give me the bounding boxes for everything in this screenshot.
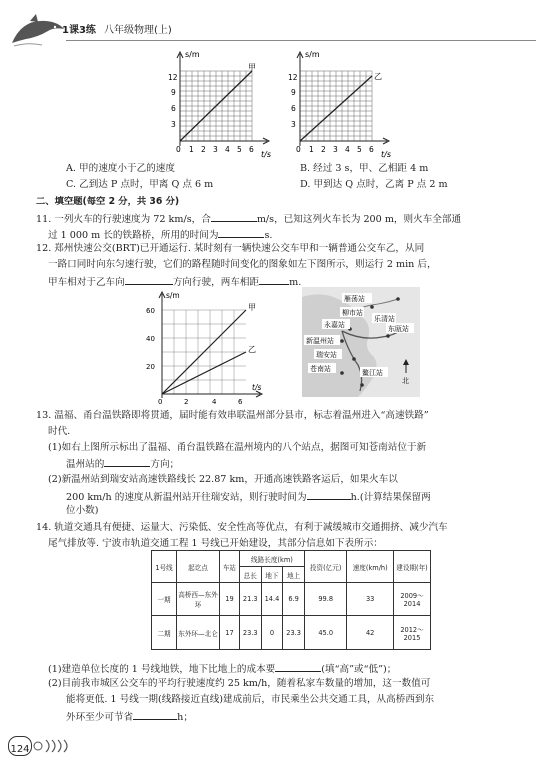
cell-invest: 99.8 <box>304 583 346 616</box>
header-rule <box>66 40 536 41</box>
map-station: 新温州站 <box>306 337 334 345</box>
footer-decoration-icon <box>32 738 82 754</box>
answer-blank[interactable] <box>211 212 257 222</box>
answer-blank[interactable] <box>133 710 177 720</box>
page-number-badge <box>8 736 32 756</box>
header-title: 八年级物理(上) <box>104 25 172 36</box>
graph3-xtick: 6 <box>238 398 243 406</box>
cell-stations: 19 <box>220 583 240 616</box>
cell-above: 23.3 <box>283 616 305 650</box>
graph1-xlabel: t/s <box>261 150 271 159</box>
q12-line1: 12. 郑州快速公交(BRT)已开通运行. 某时刻有一辆快速公交车甲和一辆普通公交车乙，从同 <box>36 243 425 254</box>
q13-p2-line3: 位小数) <box>66 505 99 516</box>
graph1-ytick: 12 <box>168 73 178 82</box>
graph2-xtick: 5 <box>357 145 362 154</box>
cell-route: 高桥西—东外环 <box>177 583 220 616</box>
th-line: 1号线 <box>152 551 177 583</box>
answer-blank[interactable] <box>259 275 289 285</box>
q14-p2-line1: (2)目前我市城区公交车的平均行驶速度约 25 km/h，随着私家车数量的增加，这一数值可 <box>48 678 431 689</box>
graph3-xtick: 0 <box>158 398 163 406</box>
page-number: 124 <box>10 744 30 755</box>
option-b: B. 经过 3 s，甲、乙相距 4 m <box>300 163 429 174</box>
option-d: D. 甲到达 Q 点时，乙离 P 点 2 m <box>300 179 448 190</box>
graph2-ylabel: s/m <box>305 50 320 59</box>
q13-line2: 时代. <box>48 426 71 437</box>
q11-line2 <box>48 228 272 242</box>
q12-text: 方向行驶，两车相距 <box>172 277 260 288</box>
graph3-ytick: 20 <box>146 363 155 371</box>
cell-under: 0 <box>261 616 283 650</box>
station-map <box>302 287 420 397</box>
cell-period: 2009～2014 <box>394 583 431 616</box>
q12-text: m. <box>289 277 302 288</box>
th-start: 起讫点 <box>177 551 220 583</box>
graph1-ylabel: s/m <box>185 50 200 59</box>
q14-text: h； <box>177 712 193 723</box>
q14-text: (填“高”或“低”)； <box>321 664 397 675</box>
map-station: 乐清站 <box>374 315 395 323</box>
th-under: 地下 <box>261 567 283 583</box>
cell-speed: 33 <box>347 583 394 616</box>
graph3-xtick: 2 <box>184 398 189 406</box>
cell-invest: 45.0 <box>304 616 346 650</box>
answer-blank[interactable] <box>307 490 351 500</box>
answer-blank[interactable] <box>275 662 321 672</box>
th-above: 地上 <box>283 567 305 583</box>
cell-under: 14.4 <box>261 583 283 616</box>
map-station: 柳市站 <box>342 309 363 317</box>
map-station: 东瓯站 <box>388 325 409 333</box>
graph2-xtick: 1 <box>309 145 314 154</box>
option-c: C. 乙到达 P 点时，甲离 Q 点 6 m <box>66 179 214 190</box>
graph1-ytick: 9 <box>171 88 176 97</box>
map-station: 雁荡站 <box>344 295 365 303</box>
graph-yi <box>275 44 400 162</box>
graph2-xlabel: t/s <box>381 150 391 159</box>
graph1-xtick: 0 <box>176 145 181 154</box>
cell-speed: 42 <box>347 616 394 650</box>
q13-text: 方向； <box>150 459 180 470</box>
q13-line1: 13. 温福、甬台温铁路即将贯通，届时能有效串联温州部分县市，标志着温州进入“高速铁路” <box>36 410 429 421</box>
section-title: 二、填空题(每空 2 分，共 36 分) <box>36 196 180 207</box>
graph2-xtick: 4 <box>345 145 350 154</box>
q11-text: m/s，已知这列火车长为 200 m，则火车全部通 <box>256 214 462 225</box>
graph1-ytick: 6 <box>171 104 176 113</box>
q14-p1 <box>48 662 396 676</box>
cell-above: 6.9 <box>283 583 305 616</box>
answer-blank[interactable] <box>104 457 150 467</box>
th-stations: 车站 <box>220 551 240 583</box>
graph2-xtick: 6 <box>369 145 374 154</box>
q12-text: 甲车相对于乙车向 <box>48 277 125 288</box>
header-lesson: 1课3练 <box>62 25 96 36</box>
cell-phase: 一期 <box>152 583 177 616</box>
graph2-xtick: 2 <box>321 145 326 154</box>
graph1-xtick: 5 <box>237 145 242 154</box>
option-a: A. 甲的速度小于乙的速度 <box>66 163 175 174</box>
graph1-line-label: 甲 <box>248 63 256 72</box>
graph3-ylabel: s/m <box>166 291 180 300</box>
q13-p2-line1: (2)新温州站到瑞安站高速铁路线长 22.87 km，开通高速铁路客运后，如果火车以 <box>48 474 398 485</box>
q14-line2: 尾气排放等. 宁波市轨道交通工程 1 号线已开始建设，其部分信息如下表所示： <box>48 538 383 549</box>
th-speed: 速度(km/h) <box>347 551 394 583</box>
q13-text: 温州站的 <box>66 459 105 470</box>
graph-bus <box>140 286 270 408</box>
graph1-ytick: 3 <box>171 120 176 129</box>
graph3-label-yi: 乙 <box>248 345 256 354</box>
cell-stations: 17 <box>220 616 240 650</box>
graph3-label-jia: 甲 <box>248 303 256 312</box>
cell-total: 21.3 <box>239 583 261 616</box>
graph1-xtick: 4 <box>225 145 230 154</box>
q14-p2-line3 <box>66 710 193 724</box>
map-station: 永嘉站 <box>324 321 345 329</box>
graph1-xtick: 1 <box>189 145 194 154</box>
q11-line1 <box>36 212 461 226</box>
q14-text: 外环至少可节省 <box>66 712 134 723</box>
q11-text: 过 1 000 m 长的铁路桥，所用的时间为 <box>48 230 219 241</box>
map-station: 瑞安站 <box>316 351 337 359</box>
th-length: 线路长度(km) <box>239 551 304 567</box>
graph2-xtick: 3 <box>333 145 338 154</box>
line-bus-yi <box>162 352 246 394</box>
q13-text: h.(计算结果保留两 <box>350 492 431 503</box>
graph3-xlabel: t/s <box>252 383 262 392</box>
cell-total: 23.3 <box>239 616 261 650</box>
metro-table <box>151 550 431 650</box>
q11-text: 11. 一列火车的行驶速度为 72 km/s，合 <box>36 214 211 225</box>
graph1-xtick: 6 <box>249 145 254 154</box>
graph1-xtick: 3 <box>213 145 218 154</box>
graph2-ytick: 9 <box>291 88 296 97</box>
q13-p1-line2 <box>66 457 179 471</box>
table-row <box>152 616 431 650</box>
q13-text: 200 km/h 的速度从新温州站开往瑞安站，则行驶时间为 <box>66 492 307 503</box>
q14-line1: 14. 轨道交通具有便捷、运量大、污染低、安全性高等优点，有利于减缓城市交通拥挤、减少汽车 <box>36 522 448 533</box>
graph3-xtick: 4 <box>212 398 217 406</box>
q11-text: s. <box>264 230 273 241</box>
th-invest: 投资(亿元) <box>304 551 346 583</box>
q12-line2: 一路口同时向东匀速行驶，它们的路程随时间变化的图象如左下图所示，则运行 2 min 后， <box>48 259 437 270</box>
graph1-xtick: 2 <box>201 145 206 154</box>
answer-blank[interactable] <box>218 228 264 238</box>
cell-phase: 二期 <box>152 616 177 650</box>
graph3-ytick: 60 <box>146 307 155 315</box>
graph2-xtick: 0 <box>296 145 301 154</box>
q14-p2-line2: 能将更低. 1 号线一期(线路接近直线)建成前后，市民乘坐公共交通工具，从高桥西到东 <box>66 694 435 705</box>
logo <box>8 13 66 49</box>
th-total: 总长 <box>239 567 261 583</box>
table-row <box>152 583 431 616</box>
graph-jia <box>155 44 280 162</box>
graph2-ytick: 6 <box>291 104 296 113</box>
q13-p1-line1: (1)如右上图所示标出了温福、甬台温铁路在温州境内的八个站点，据图可知苍南站位于新 <box>48 442 427 453</box>
graph2-ytick: 3 <box>291 120 296 129</box>
map-north: 北 <box>402 377 409 385</box>
q14-text: (1)建造单位长度的 1 号线地铁，地下比地上的成本要 <box>48 664 276 675</box>
graph3-ytick: 40 <box>146 335 155 343</box>
graph2-line-label: 乙 <box>374 72 382 81</box>
cell-period: 2012～2015 <box>394 616 431 650</box>
dolphin-icon <box>8 13 66 49</box>
cell-route: 东外环—北仑 <box>177 616 220 650</box>
graph2-ytick: 12 <box>288 73 298 82</box>
answer-blank[interactable] <box>125 275 173 285</box>
map-station: 鳌江站 <box>362 369 383 377</box>
map-station: 苍南站 <box>310 365 331 373</box>
th-period: 建设期(年) <box>394 551 431 583</box>
q13-p2-line2 <box>66 490 431 504</box>
